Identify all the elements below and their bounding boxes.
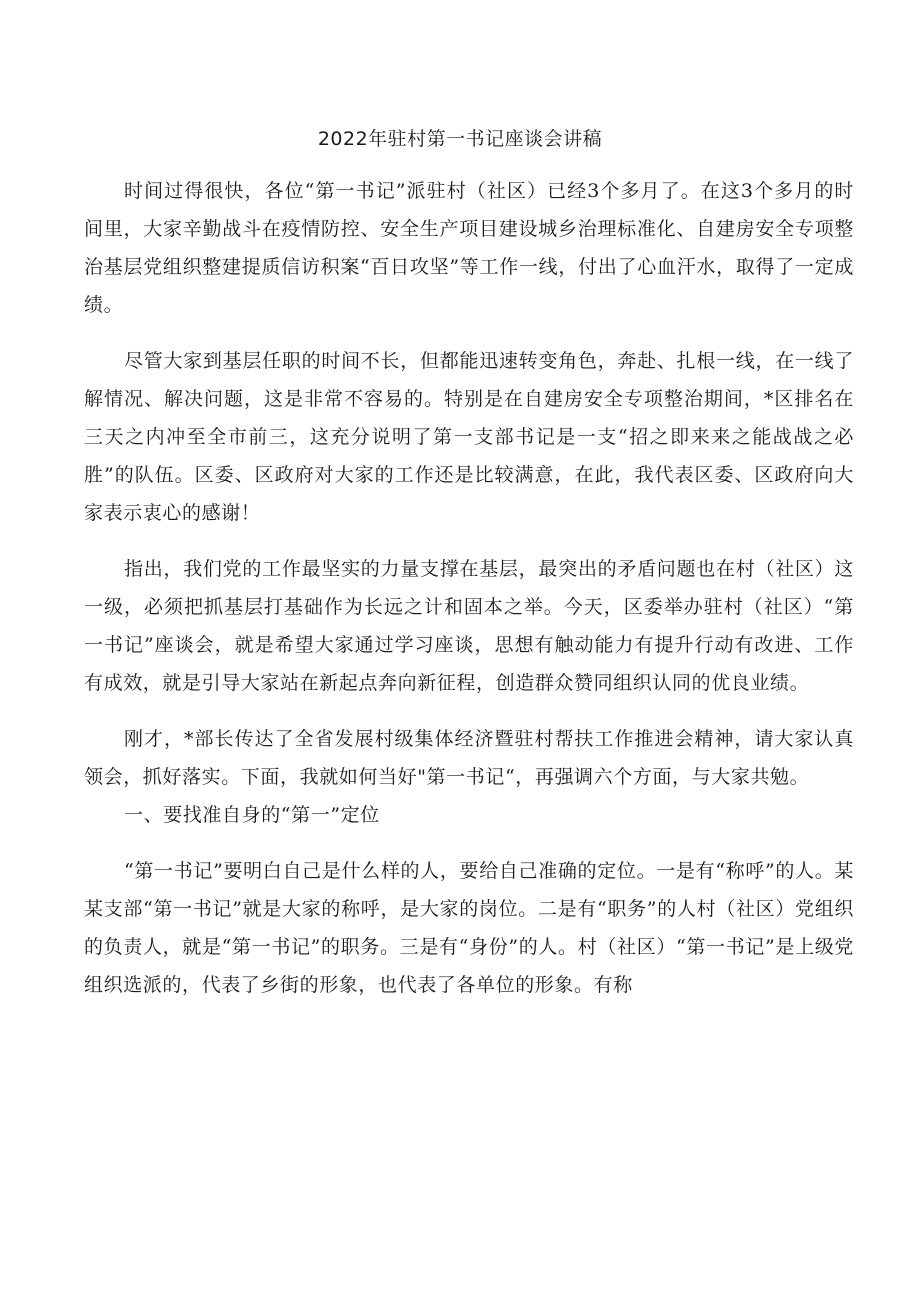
section-heading: 一、要找准自身的“第一”定位	[124, 804, 380, 826]
document-body	[84, 172, 854, 1004]
paragraph-3: 指出，我们党的工作最坚实的力量支撑在基层，最突出的矛盾问题也在村（社区）这一级，必须把抓基层打基础作为长远之计和固本之举。今天，区委举办驻村（社区）“第一书记”座谈会，就是希望大家通过学习座谈，思想有触动能力有提升行动有改进、工作有成效，就是引导大家站在新起点奔向新征程，创造群众赞同组织认同的优良业绩。	[84, 558, 854, 694]
paragraph-4: 刚才，*部长传达了全省发展村级集体经济暨驻村帮扶工作推进会精神，请大家认真领会，抓好落实。下面，我就如何当好"第一书记“，再强调六个方面，与大家共勉。	[84, 728, 854, 788]
paragraph-1: 时间过得很快，各位“第一书记”派驻村（社区）已经3个多月了。在这3个多月的时间里，大家辛勤战斗在疫情防控、安全生产项目建设城乡治理标准化、自建房安全专项整治基层党组织整建提质信访积案“百日攻坚”等工作一线，付出了心血汗水，取得了一定成绩。	[84, 180, 854, 316]
document-title: 2022年驻村第一书记座谈会讲稿	[317, 128, 603, 150]
paragraph-2: 尽管大家到基层任职的时间不长，但都能迅速转变角色，奔赴、扎根一线，在一线了解情况、解决问题，这是非常不容易的。特别是在自建房安全专项整治期间，*区排名在三天之内冲至全市前三，这充分说明了第一支部书记是一支“招之即来来之能战战之必胜”的队伍。区委、区政府对大家的工作还是比较满意，在此，我代表区委、区政府向大家表示衷心的感谢！	[84, 350, 854, 524]
section-paragraph: “第一书记”要明白自己是什么样的人，要给自己准确的定位。一是有“称呼”的人。某某支部“第一书记”就是大家的称呼，是大家的岗位。二是有“职务”的人村（社区）党组织的负责人，就是“第一书记”的职务。三是有“身份”的人。村（社区）“第一书记”是上级党组织选派的，代表了乡街的形象，也代表了各单位的形象。有称	[84, 860, 854, 996]
